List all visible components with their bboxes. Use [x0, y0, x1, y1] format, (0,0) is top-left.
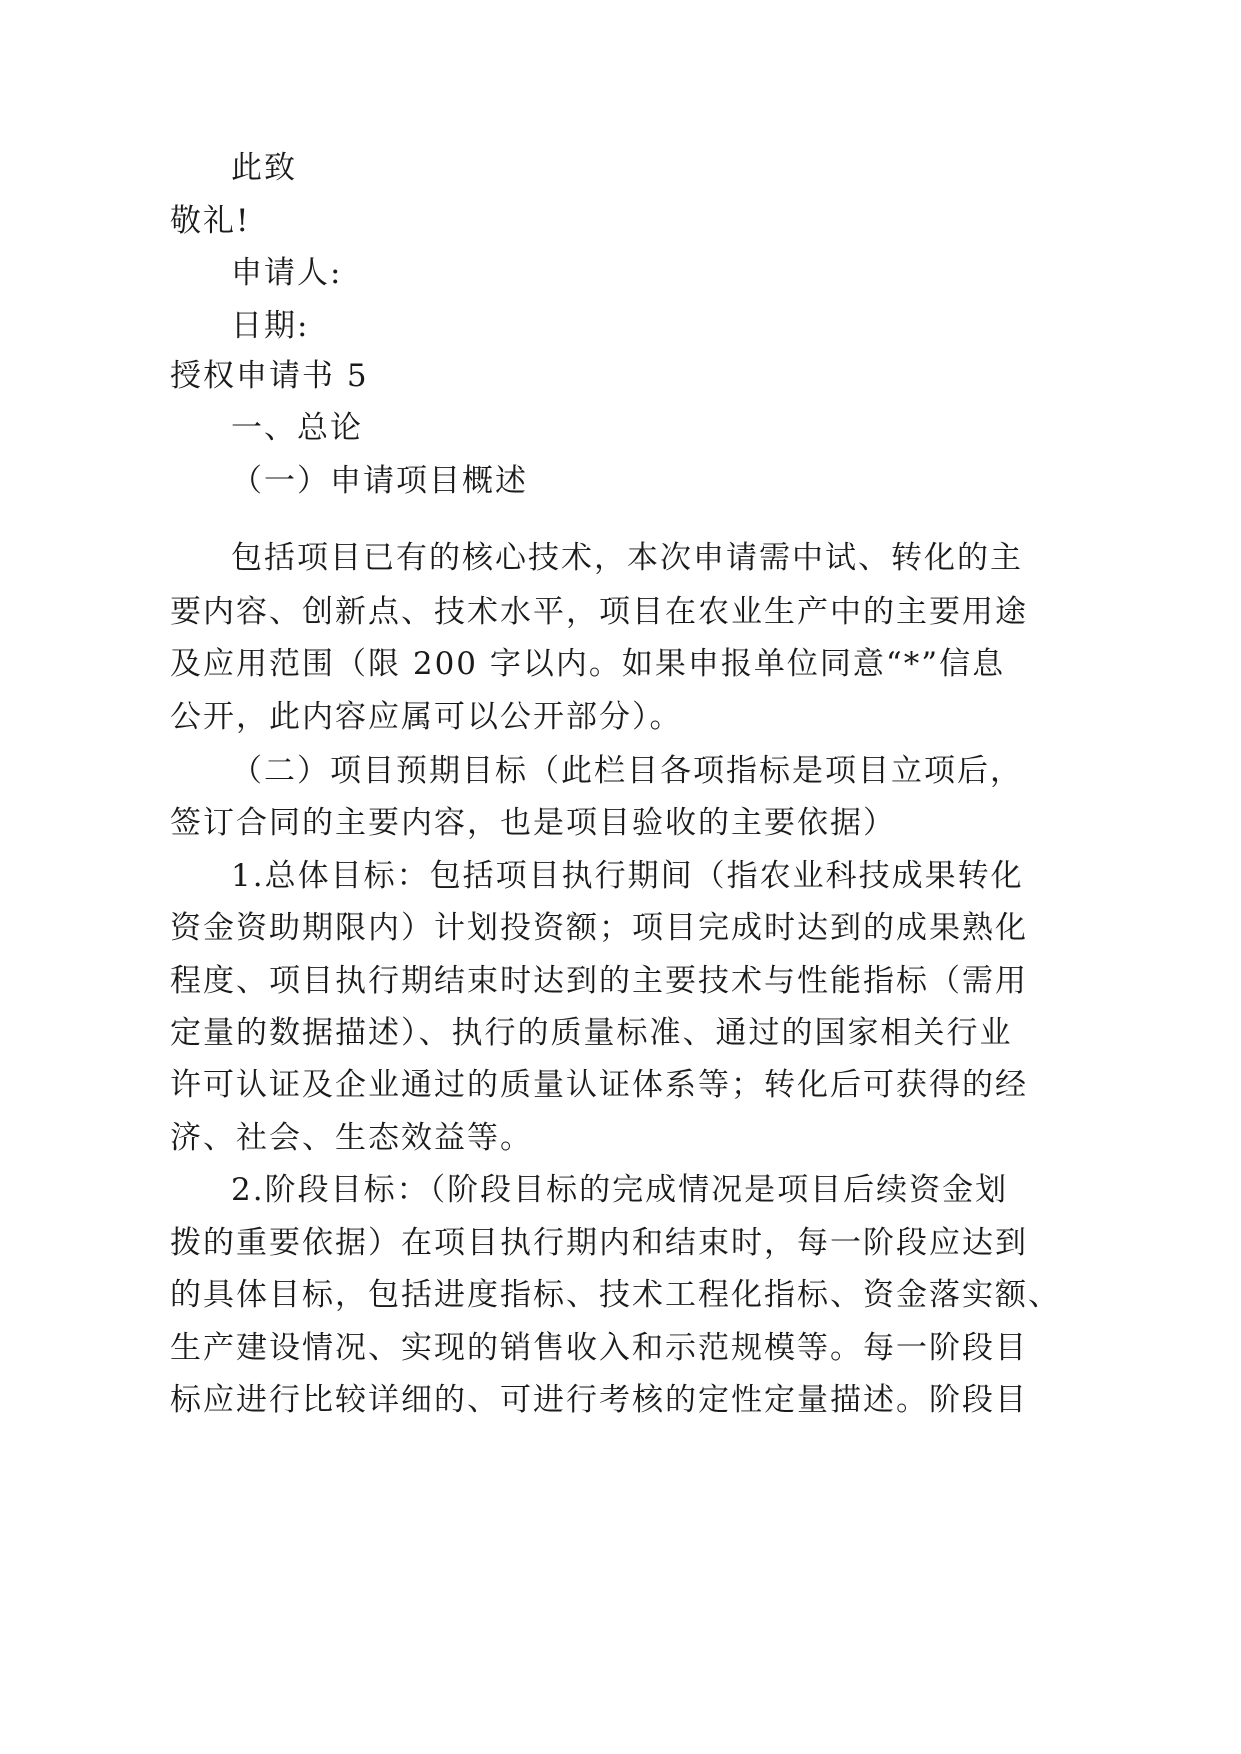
paragraph-line: 包括项目已有的核心技术，本次申请需中试、转化的主: [231, 540, 1023, 576]
paragraph-line: 要内容、创新点、技术水平，项目在农业生产中的主要用途: [170, 594, 1028, 630]
item-line: 许可认证及企业通过的质量认证体系等；转化后可获得的经: [170, 1067, 1028, 1103]
applicant-label: 申请人:: [231, 255, 343, 291]
section-heading: 一、总论: [231, 410, 363, 446]
item-line: 标应进行比较详细的、可进行考核的定性定量描述。阶段目: [170, 1382, 1028, 1418]
subsection-heading-1: （一）申请项目概述: [231, 463, 528, 499]
subsection-heading-2: （二）项目预期目标（此栏目各项指标是项目立项后，: [231, 753, 1023, 789]
item-line: 程度、项目执行期结束时达到的主要技术与性能指标（需用: [170, 963, 1028, 999]
item-line: 济、社会、生态效益等。: [170, 1120, 533, 1156]
item-line: 拨的重要依据）在项目执行期内和结束时，每一阶段应达到: [170, 1225, 1028, 1261]
item-line: 资金资助期限内）计划投资额；项目完成时达到的成果熟化: [170, 910, 1028, 946]
subsection-heading-2-cont: 签订合同的主要内容，也是项目验收的主要依据）: [170, 805, 896, 841]
item-line: 生产建设情况、实现的销售收入和示范规模等。每一阶段目: [170, 1330, 1028, 1366]
paragraph-line: 及应用范围（限 200 字以内。如果申报单位同意“*”信息: [170, 646, 1006, 682]
item-line: 的具体目标，包括进度指标、技术工程化指标、资金落实额、: [170, 1277, 1061, 1313]
document-title: 授权申请书 5: [170, 358, 369, 394]
paragraph-line: 公开，此内容应属可以公开部分）。: [170, 699, 683, 735]
date-label: 日期:: [231, 308, 310, 344]
closing-salutation-1: 此致: [231, 150, 297, 186]
closing-salutation-2: 敬礼!: [170, 203, 251, 239]
item-line: 1.总体目标：包括项目执行期间（指农业科技成果转化: [231, 858, 1024, 894]
item-line: 2.阶段目标：（阶段目标的完成情况是项目后续资金划: [231, 1172, 1009, 1208]
item-line: 定量的数据描述）、执行的质量标准、通过的国家相关行业: [170, 1015, 1013, 1051]
